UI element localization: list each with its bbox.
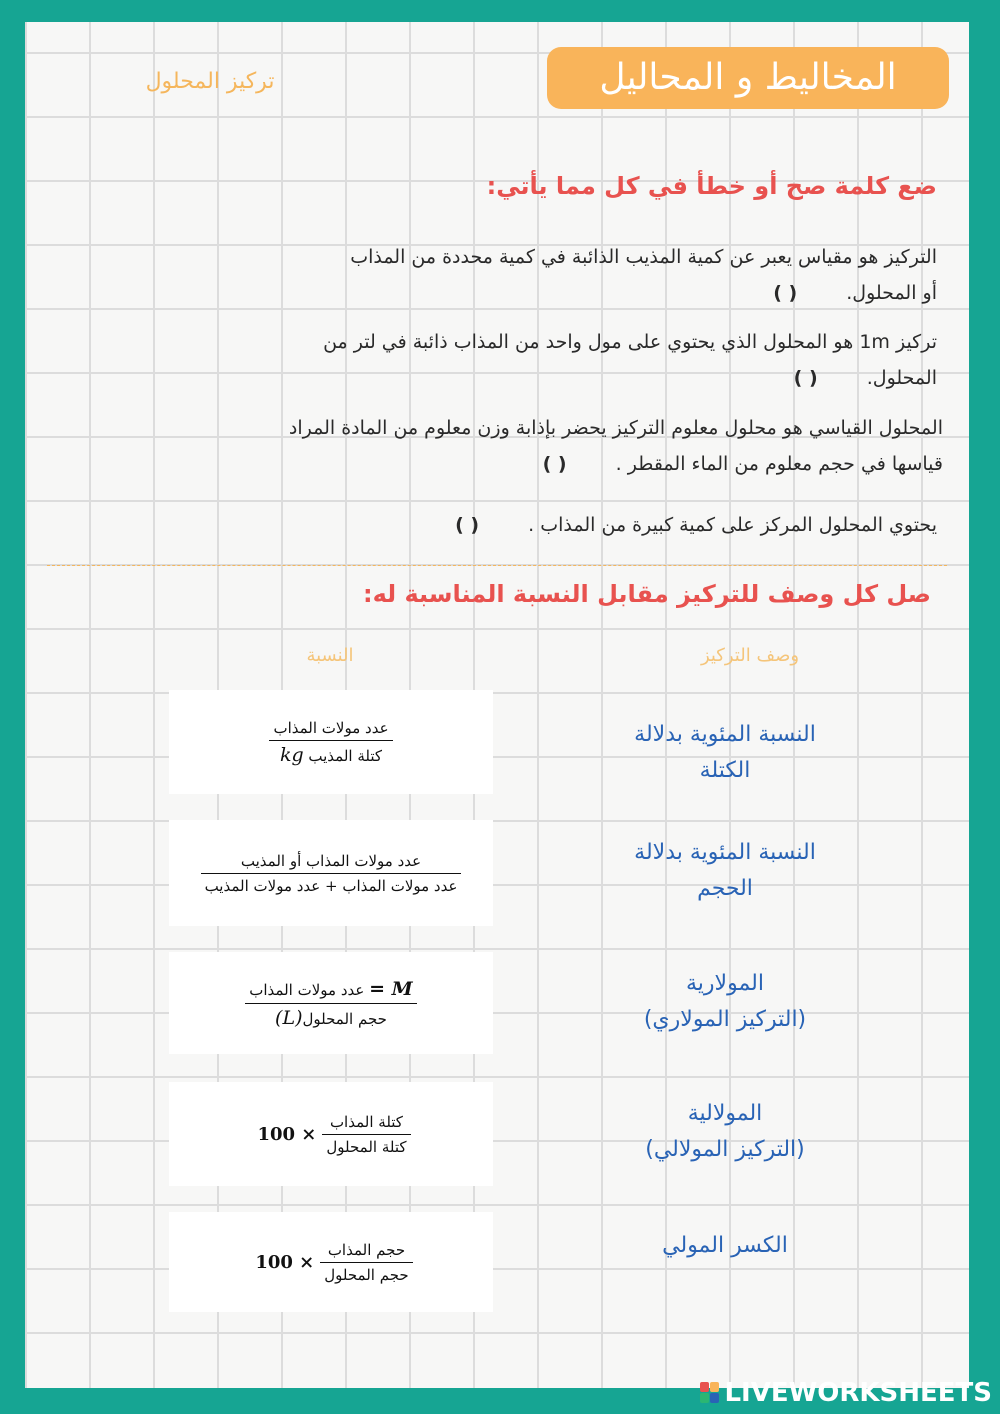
denominator [271, 1007, 391, 1029]
logo-square [710, 1393, 719, 1403]
denominator-variable: kg [279, 743, 304, 766]
description-item-molality[interactable] [595, 1096, 855, 1168]
fraction-bar [269, 740, 392, 741]
logo-square [710, 1382, 719, 1392]
description-line: المولالية [687, 1101, 763, 1126]
denominator: عدد مولات المذاب + عدد مولات المذيب [204, 876, 458, 895]
statement-3-line1: المحلول القياسي هو محلول معلوم التركيز يحضر بإذابة وزن معلوم من المادة المراد [288, 417, 943, 439]
denominator-variable: (L) [275, 1006, 303, 1029]
fraction [320, 1241, 412, 1284]
description-line: النسبة المئوية بدلالة [634, 840, 816, 865]
denominator: كتلة المحلول [326, 1137, 407, 1156]
statement-3-line2: قياسها في حجم معلوم من الماء المقطر . [615, 453, 943, 475]
answer-blank-1[interactable]: ( ) [773, 282, 798, 304]
description-line: النسبة المئوية بدلالة [634, 722, 816, 747]
logo-icon [700, 1382, 720, 1404]
statement-2 [137, 324, 937, 396]
statement-4-line1: يحتوي المحلول المركز على كمية كبيرة من المذاب . [528, 514, 937, 536]
numerator [245, 978, 416, 1000]
denominator-text: كتلة المذيب [308, 746, 383, 765]
liveworksheets-logo [700, 1378, 992, 1408]
formula-prefix: 100 × [257, 1123, 317, 1145]
description-item-molarity[interactable] [595, 966, 855, 1038]
description-line: (التركيز المولالي) [645, 1137, 805, 1162]
fraction [322, 1113, 410, 1156]
fraction [269, 719, 392, 766]
fraction [201, 852, 462, 895]
true-false-heading: ضع كلمة صح أو خطأ في كل مما يأتي: [486, 172, 937, 200]
description-line: الكسر المولي [662, 1233, 788, 1258]
logo-text: LIVEWORKSHEETS [724, 1378, 992, 1408]
fraction-bar [322, 1134, 410, 1135]
description-line: الحجم [697, 876, 753, 901]
column-header-ratio: النسبة [306, 645, 354, 666]
denominator-text: حجم المحلول [302, 1009, 387, 1028]
formula-box-mole-fraction[interactable] [169, 820, 493, 926]
page-subtitle: تركيز المحلول [145, 69, 275, 94]
statement-1-line1: التركيز هو مقياس يعبر عن كمية المذيب الذائبة في كمية محددة من المذاب [350, 246, 937, 268]
numerator: كتلة المذاب [329, 1112, 403, 1131]
logo-square [700, 1393, 709, 1403]
denominator: حجم المحلول [324, 1265, 409, 1284]
column-header-description: وصف التركيز [700, 645, 800, 666]
description-line: الكتلة [699, 758, 751, 783]
statement-2-line2: المحلول. [866, 367, 937, 389]
answer-blank-2[interactable]: ( ) [793, 367, 818, 389]
description-item-volume-percent[interactable] [595, 835, 855, 907]
numerator-text: عدد مولات المذاب [249, 980, 365, 999]
formula-box-volume-percent[interactable] [169, 1212, 493, 1312]
logo-square [700, 1382, 709, 1392]
section-divider [47, 565, 947, 566]
numerator: عدد مولات المذاب أو المذيب [240, 851, 422, 870]
formula-box-molality[interactable] [169, 690, 493, 794]
answer-blank-4[interactable]: ( ) [455, 514, 480, 536]
statement-1 [137, 239, 937, 311]
statement-2-line1: تركيز 1m هو المحلول الذي يحتوي على مول واحد من المذاب ذائبة في لتر من [323, 331, 937, 353]
description-line: المولارية [686, 971, 764, 996]
fraction-bar [320, 1262, 412, 1263]
worksheet-page [25, 22, 969, 1388]
statement-4 [137, 507, 937, 543]
formula-box-molarity[interactable] [169, 952, 493, 1054]
statement-3 [73, 410, 943, 482]
formula-prefix: M = [369, 977, 413, 1000]
fraction-bar [245, 1003, 416, 1004]
matching-heading: صل كل وصف للتركيز مقابل النسبة المناسبة له: [362, 580, 931, 608]
numerator: حجم المذاب [327, 1240, 406, 1259]
fraction [245, 978, 416, 1029]
numerator: عدد مولات المذاب [273, 718, 389, 737]
formula-prefix: 100 × [255, 1251, 315, 1273]
description-item-mass-percent[interactable] [595, 717, 855, 789]
page-title: المخاليط و المحاليل [547, 47, 949, 109]
description-item-mole-fraction[interactable] [595, 1228, 855, 1264]
fraction-bar [201, 873, 462, 874]
description-line: (التركيز المولاري) [643, 1007, 807, 1032]
statement-1-line2: أو المحلول. [846, 282, 937, 304]
formula-box-mass-percent[interactable] [169, 1082, 493, 1186]
answer-blank-3[interactable]: ( ) [542, 453, 567, 475]
denominator [276, 744, 386, 766]
